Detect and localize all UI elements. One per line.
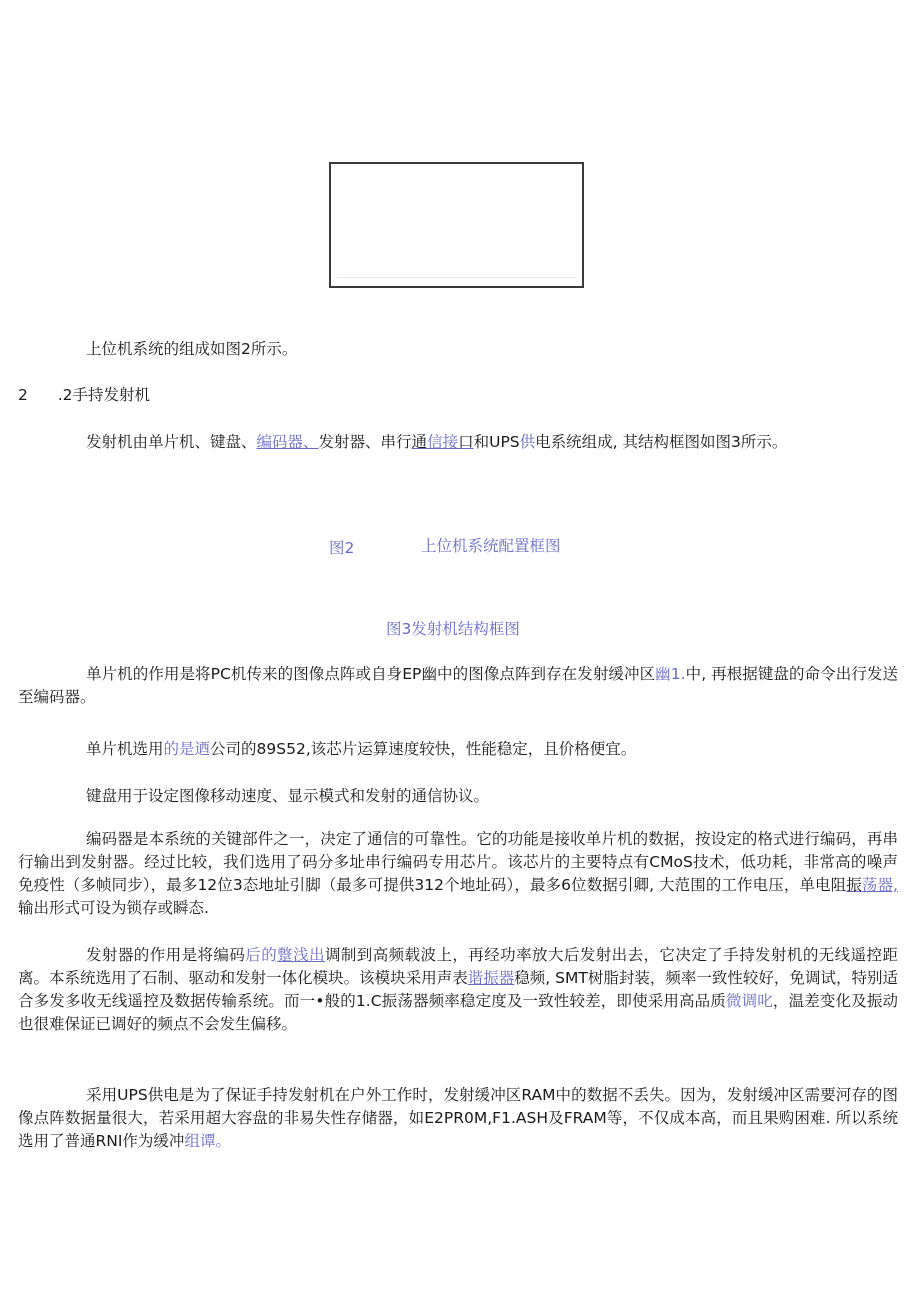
highlight-text: 组谭。 bbox=[184, 1132, 231, 1150]
text: 中, 再根据键盘的命令出行发送至编码器。 bbox=[18, 665, 898, 706]
text: 调制到高频载波上，再经功率放大后发射出去，它决定了手持发射机的无线遥控距离。本系统选用了石制、驱动和发射一体化模块。该模块采用声表 bbox=[18, 946, 898, 987]
text: 通 bbox=[411, 433, 428, 451]
paragraph-mcu-role bbox=[18, 663, 898, 709]
text: 电系统组成, 其结构框图如图3所示。 bbox=[535, 433, 788, 451]
figure-placeholder-box bbox=[329, 162, 584, 288]
text: 振 bbox=[846, 876, 862, 894]
figure3-caption: 图3发射机结构框图 bbox=[386, 620, 520, 638]
text: 发射机由单片机、键盘、 bbox=[86, 433, 257, 451]
text: ，温差变化及振动也很难保证已调好的频点不会发生偏移。 bbox=[18, 992, 898, 1033]
text: 公司的89S52,该芯片运算速度较快，性能稳定，且价格便宜。 bbox=[210, 740, 637, 758]
paragraph-ups bbox=[18, 1084, 898, 1153]
highlight-text: 微调叱 bbox=[725, 992, 773, 1010]
paragraph-mcu-select bbox=[18, 738, 898, 761]
highlight-link[interactable]: 蹩浅出 bbox=[277, 946, 325, 964]
paragraph-encoder bbox=[18, 828, 898, 920]
text: 采用UPS供电是为了保证手持发射机在户外工作时，发射缓冲区RAM中的数据不丢失。因为，发射缓冲区需要河存的图像点阵数据量很大，若采用超大容盘的非易失性存储器，如E2PR0M,F1.ASH及FRAM等，不仅成本高，而且果购困难. 所以系统选用了普通RNI作为缓冲 bbox=[18, 1086, 898, 1150]
text: 发射器的作用是将编码 bbox=[86, 946, 246, 964]
section-heading bbox=[18, 384, 150, 406]
text: 发射器、串行 bbox=[318, 433, 412, 451]
figure2-title: 上位机系统配置框图 bbox=[421, 537, 561, 555]
encoder-link[interactable]: 编码器、 bbox=[256, 433, 319, 451]
figure-inner-line bbox=[337, 277, 576, 278]
highlight-text: 后的 bbox=[245, 946, 278, 964]
paragraph-transmitter bbox=[86, 431, 787, 453]
text: 单片机选用 bbox=[86, 740, 164, 758]
text: 编码器是本系统的关键部件之一，决定了通信的可靠性。它的功能是接收单片机的数据，按设定的格式进行编码，再串行输出到发射器。经过比较，我们选用了码分多址串行编码专用芯片。该芯片的主要特点有CMoS技术，低功耗，非常高的噪声免疫性（多帧同步），最多12位3态地址引脚（最多可提供312个地址码），最多6位数据引卿, 大范围的工作电压，单电阻 bbox=[18, 830, 898, 894]
text: 和UPS bbox=[473, 433, 520, 451]
text: 口 bbox=[458, 433, 474, 451]
highlight-text: 幽1. bbox=[655, 665, 686, 683]
resonator-link[interactable]: 谐振器 bbox=[467, 969, 515, 987]
paragraph-emitter bbox=[18, 944, 898, 1036]
section-number: 2 bbox=[18, 386, 28, 404]
text: 稳频, SMT树脂封装，频率一致性较好，免调试，特别适合多发多收无线遥控及数据传输系统。而一•般的1.C振荡器频率稳定度及一致性较差，即使采用高品质 bbox=[18, 969, 898, 1010]
highlight-text: 供 bbox=[519, 433, 536, 451]
text: 单片机的作用是将PC机传来的图像点阵或自身EP幽中的图像点阵到存在发射缓冲区 bbox=[86, 665, 656, 683]
figure2-number: 图2 bbox=[329, 539, 355, 557]
text: 输出形式可设为锁存或瞬态. bbox=[18, 899, 209, 917]
paragraph-fig2-intro: 上位机系统的组成如图2所示。 bbox=[86, 340, 298, 358]
interface-link[interactable]: 信接 bbox=[427, 433, 459, 451]
section-title: .2手持发射机 bbox=[57, 386, 151, 404]
paragraph-keyboard: 键盘用于设定图像移动速度、显示模式和发射的通信协议。 bbox=[86, 787, 490, 805]
highlight-text: 的是迺 bbox=[163, 740, 211, 758]
oscillator-link[interactable]: 荡器, bbox=[861, 876, 898, 894]
